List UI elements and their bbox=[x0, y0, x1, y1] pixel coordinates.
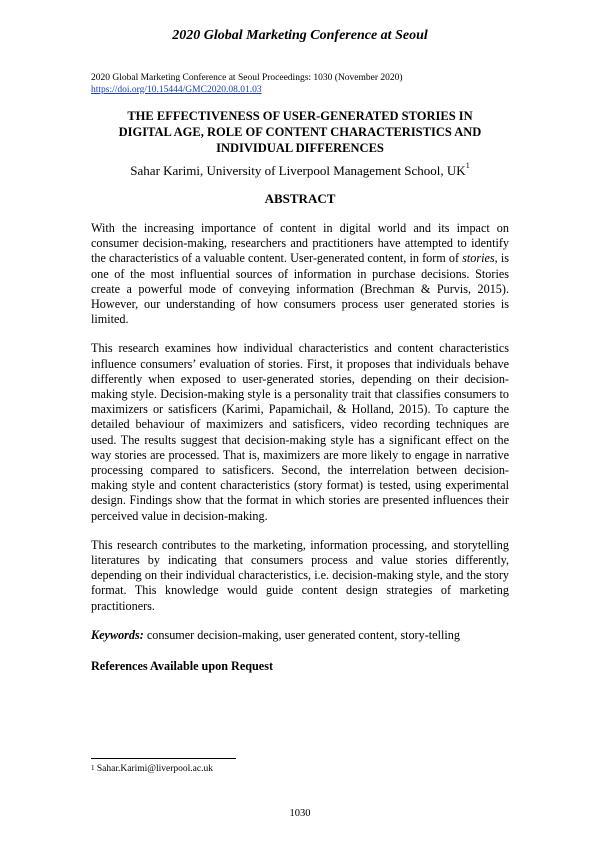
footnote-email: Sahar.Karimi@liverpool.ac.uk bbox=[94, 764, 213, 774]
author-line bbox=[0, 163, 600, 179]
keywords-label: Keywords: bbox=[91, 627, 144, 642]
abstract-paragraph-2: This research examines how individual characteristics and content characteristics influence consumers’ evaluation of stories. First, it proposes that individuals behave differently when exposed to user-generated stories, depending on their decision-making style. Decision-making style is a personality trait that classifies consumers to maximizers or satisficers (Karimi, Papamichail, & Holland, 2015). To capture the detailed behaviour of maximizers and satisficers, video recording techniques are used. The results suggest that decision-making style has a significant effect on the way stories are processed. That is, maximizers are more likely to engage in narrative processing compared to satisficers. Second, the interrelation between decision-making style and content characteristics (story format) is tested, using experimental design. Findings show that the format in which stories are presented influences their perceived value in decision-making. bbox=[91, 341, 509, 523]
abstract-paragraph-3: This research contributes to the marketing, information processing, and storytelling literatures by indicating that consumers process and value stories differently, depending on their individual characteristics, i.e. decision-making style, and the story format. This knowledge would guide content design strategies of marketing practitioners. bbox=[91, 537, 509, 613]
footnote-divider bbox=[91, 758, 236, 759]
keywords-line bbox=[91, 628, 509, 643]
footnote-marker: 1 bbox=[91, 764, 95, 772]
author-name: Sahar Karimi, University of Liverpool Management School, UK bbox=[130, 163, 466, 178]
references-note: References Available upon Request bbox=[91, 659, 274, 674]
footnote bbox=[91, 764, 213, 774]
doi-link[interactable]: https://doi.org/10.15444/GMC2020.08.01.03 bbox=[91, 85, 262, 95]
paper-title: THE EFFECTIVENESS OF USER-GENERATED STORIES IN DIGITAL AGE, ROLE OF CONTENT CHARACTERISTICS AND INDIVIDUAL DIFFERENCES bbox=[118, 109, 482, 155]
abstract-p1-italic: stories, bbox=[462, 251, 498, 266]
abstract-paragraph-1 bbox=[91, 221, 509, 327]
author-footnote-marker: 1 bbox=[465, 161, 470, 170]
abstract-body bbox=[91, 221, 509, 674]
abstract-heading: ABSTRACT bbox=[264, 191, 336, 206]
keywords-text: consumer decision-making, user generated content, story-telling bbox=[143, 627, 460, 642]
abstract-p1-text-a: With the increasing importance of content in digital world and its impact on consumer decision-making, researchers and practitioners have attempted to identify the characteristics of a valuable content. User-generated content, in form of bbox=[91, 221, 509, 266]
running-header: 2020 Global Marketing Conference at Seoul bbox=[172, 28, 428, 43]
proceedings-citation: 2020 Global Marketing Conference at Seoul Proceedings: 1030 (November 2020) bbox=[91, 73, 403, 83]
proceedings-info bbox=[91, 72, 403, 96]
abstract-p1-text-b: is one of the most influential sources of information in purchase decisions. Stories create a powerful mode of conveying information (Brechman & Purvis, 2015). However, our understanding of how consumers process user generated stories is limited. bbox=[91, 251, 509, 327]
page-number: 1030 bbox=[289, 808, 311, 819]
